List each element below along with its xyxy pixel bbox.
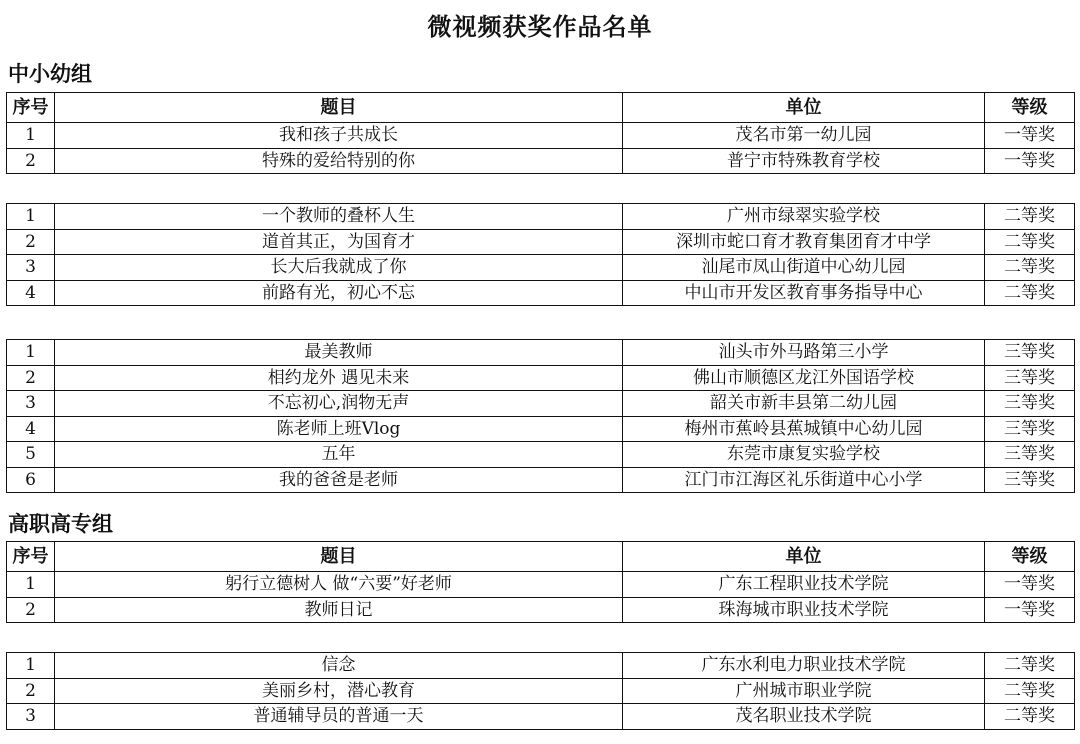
cell-grade: 三等奖: [985, 442, 1075, 468]
cell-grade: 三等奖: [985, 467, 1075, 493]
cell-grade: 三等奖: [985, 391, 1075, 417]
cell-title: 特殊的爱给特别的你: [55, 148, 623, 174]
table-row: [7, 572, 1075, 598]
cell-grade: 二等奖: [985, 204, 1075, 230]
document-title: 微视频获奖作品名单: [427, 13, 653, 41]
table-header-row: [7, 93, 1075, 123]
table-row: [7, 678, 1075, 704]
award-table: [6, 339, 1075, 493]
table-header-row: [7, 542, 1075, 572]
cell-title: 长大后我就成了你: [55, 255, 623, 281]
cell-no: 2: [7, 229, 55, 255]
cell-grade: 二等奖: [985, 678, 1075, 704]
table-row: [7, 148, 1075, 174]
cell-no: 2: [7, 148, 55, 174]
award-table: [6, 652, 1075, 730]
table-row: [7, 467, 1075, 493]
cell-no: 1: [7, 572, 55, 598]
cell-grade: 三等奖: [985, 365, 1075, 391]
cell-unit: 茂名职业技术学院: [623, 704, 985, 730]
cell-no: 1: [7, 204, 55, 230]
cell-grade: 三等奖: [985, 340, 1075, 366]
cell-unit: 汕尾市凤山街道中心幼儿园: [623, 255, 985, 281]
cell-title: 不忘初心,润物无声: [55, 391, 623, 417]
group-title: 高职高专组: [8, 512, 113, 536]
cell-unit: 普宁市特殊教育学校: [623, 148, 985, 174]
cell-title: 前路有光，初心不忘: [55, 280, 623, 306]
cell-title: 相约龙外 遇见未来: [55, 365, 623, 391]
group-title: 中小幼组: [8, 62, 92, 86]
column-header-no: 序号: [7, 542, 55, 572]
award-table: [6, 541, 1075, 623]
cell-unit: 佛山市顺德区龙江外国语学校: [623, 365, 985, 391]
cell-grade: 三等奖: [985, 416, 1075, 442]
table-row: [7, 391, 1075, 417]
cell-no: 5: [7, 442, 55, 468]
cell-unit: 东莞市康复实验学校: [623, 442, 985, 468]
column-header-title: 题目: [55, 542, 623, 572]
cell-title: 五年: [55, 442, 623, 468]
table-row: [7, 653, 1075, 679]
cell-unit: 深圳市蛇口育才教育集团育才中学: [623, 229, 985, 255]
table-row: [7, 442, 1075, 468]
cell-title: 躬行立德树人 做“六要”好老师: [55, 572, 623, 598]
table-row: [7, 704, 1075, 730]
cell-grade: 一等奖: [985, 572, 1075, 598]
column-header-grade: 等级: [985, 542, 1075, 572]
cell-unit: 广东水利电力职业技术学院: [623, 653, 985, 679]
cell-grade: 一等奖: [985, 123, 1075, 149]
cell-title: 一个教师的叠杯人生: [55, 204, 623, 230]
cell-no: 1: [7, 653, 55, 679]
cell-unit: 广东工程职业技术学院: [623, 572, 985, 598]
cell-unit: 广州城市职业学院: [623, 678, 985, 704]
cell-title: 陈老师上班Vlog: [55, 416, 623, 442]
cell-title: 信念: [55, 653, 623, 679]
cell-unit: 茂名市第一幼儿园: [623, 123, 985, 149]
cell-title: 教师日记: [55, 597, 623, 623]
cell-title: 普通辅导员的普通一天: [55, 704, 623, 730]
cell-no: 4: [7, 280, 55, 306]
cell-title: 最美教师: [55, 340, 623, 366]
cell-grade: 二等奖: [985, 704, 1075, 730]
cell-no: 3: [7, 391, 55, 417]
cell-no: 6: [7, 467, 55, 493]
table-row: [7, 255, 1075, 281]
table-row: [7, 365, 1075, 391]
column-header-no: 序号: [7, 93, 55, 123]
cell-unit: 梅州市蕉岭县蕉城镇中心幼儿园: [623, 416, 985, 442]
cell-unit: 珠海城市职业技术学院: [623, 597, 985, 623]
table-row: [7, 204, 1075, 230]
cell-no: 1: [7, 123, 55, 149]
cell-unit: 中山市开发区教育事务指导中心: [623, 280, 985, 306]
cell-title: 我和孩子共成长: [55, 123, 623, 149]
cell-grade: 一等奖: [985, 597, 1075, 623]
cell-title: 美丽乡村，潜心教育: [55, 678, 623, 704]
table-row: [7, 340, 1075, 366]
cell-no: 3: [7, 255, 55, 281]
award-table: [6, 92, 1075, 174]
cell-no: 2: [7, 597, 55, 623]
cell-unit: 韶关市新丰县第二幼儿园: [623, 391, 985, 417]
cell-no: 3: [7, 704, 55, 730]
table-row: [7, 229, 1075, 255]
cell-no: 2: [7, 365, 55, 391]
table-row: [7, 416, 1075, 442]
column-header-unit: 单位: [623, 93, 985, 123]
award-table: [6, 203, 1075, 306]
cell-title: 我的爸爸是老师: [55, 467, 623, 493]
cell-unit: 汕头市外马路第三小学: [623, 340, 985, 366]
table-row: [7, 123, 1075, 149]
table-row: [7, 597, 1075, 623]
column-header-unit: 单位: [623, 542, 985, 572]
cell-grade: 一等奖: [985, 148, 1075, 174]
column-header-grade: 等级: [985, 93, 1075, 123]
cell-no: 1: [7, 340, 55, 366]
cell-unit: 广州市绿翠实验学校: [623, 204, 985, 230]
cell-grade: 二等奖: [985, 255, 1075, 281]
cell-unit: 江门市江海区礼乐街道中心小学: [623, 467, 985, 493]
cell-no: 2: [7, 678, 55, 704]
cell-grade: 二等奖: [985, 229, 1075, 255]
cell-grade: 二等奖: [985, 653, 1075, 679]
column-header-title: 题目: [55, 93, 623, 123]
cell-no: 4: [7, 416, 55, 442]
cell-grade: 二等奖: [985, 280, 1075, 306]
table-row: [7, 280, 1075, 306]
cell-title: 道首其正，为国育才: [55, 229, 623, 255]
